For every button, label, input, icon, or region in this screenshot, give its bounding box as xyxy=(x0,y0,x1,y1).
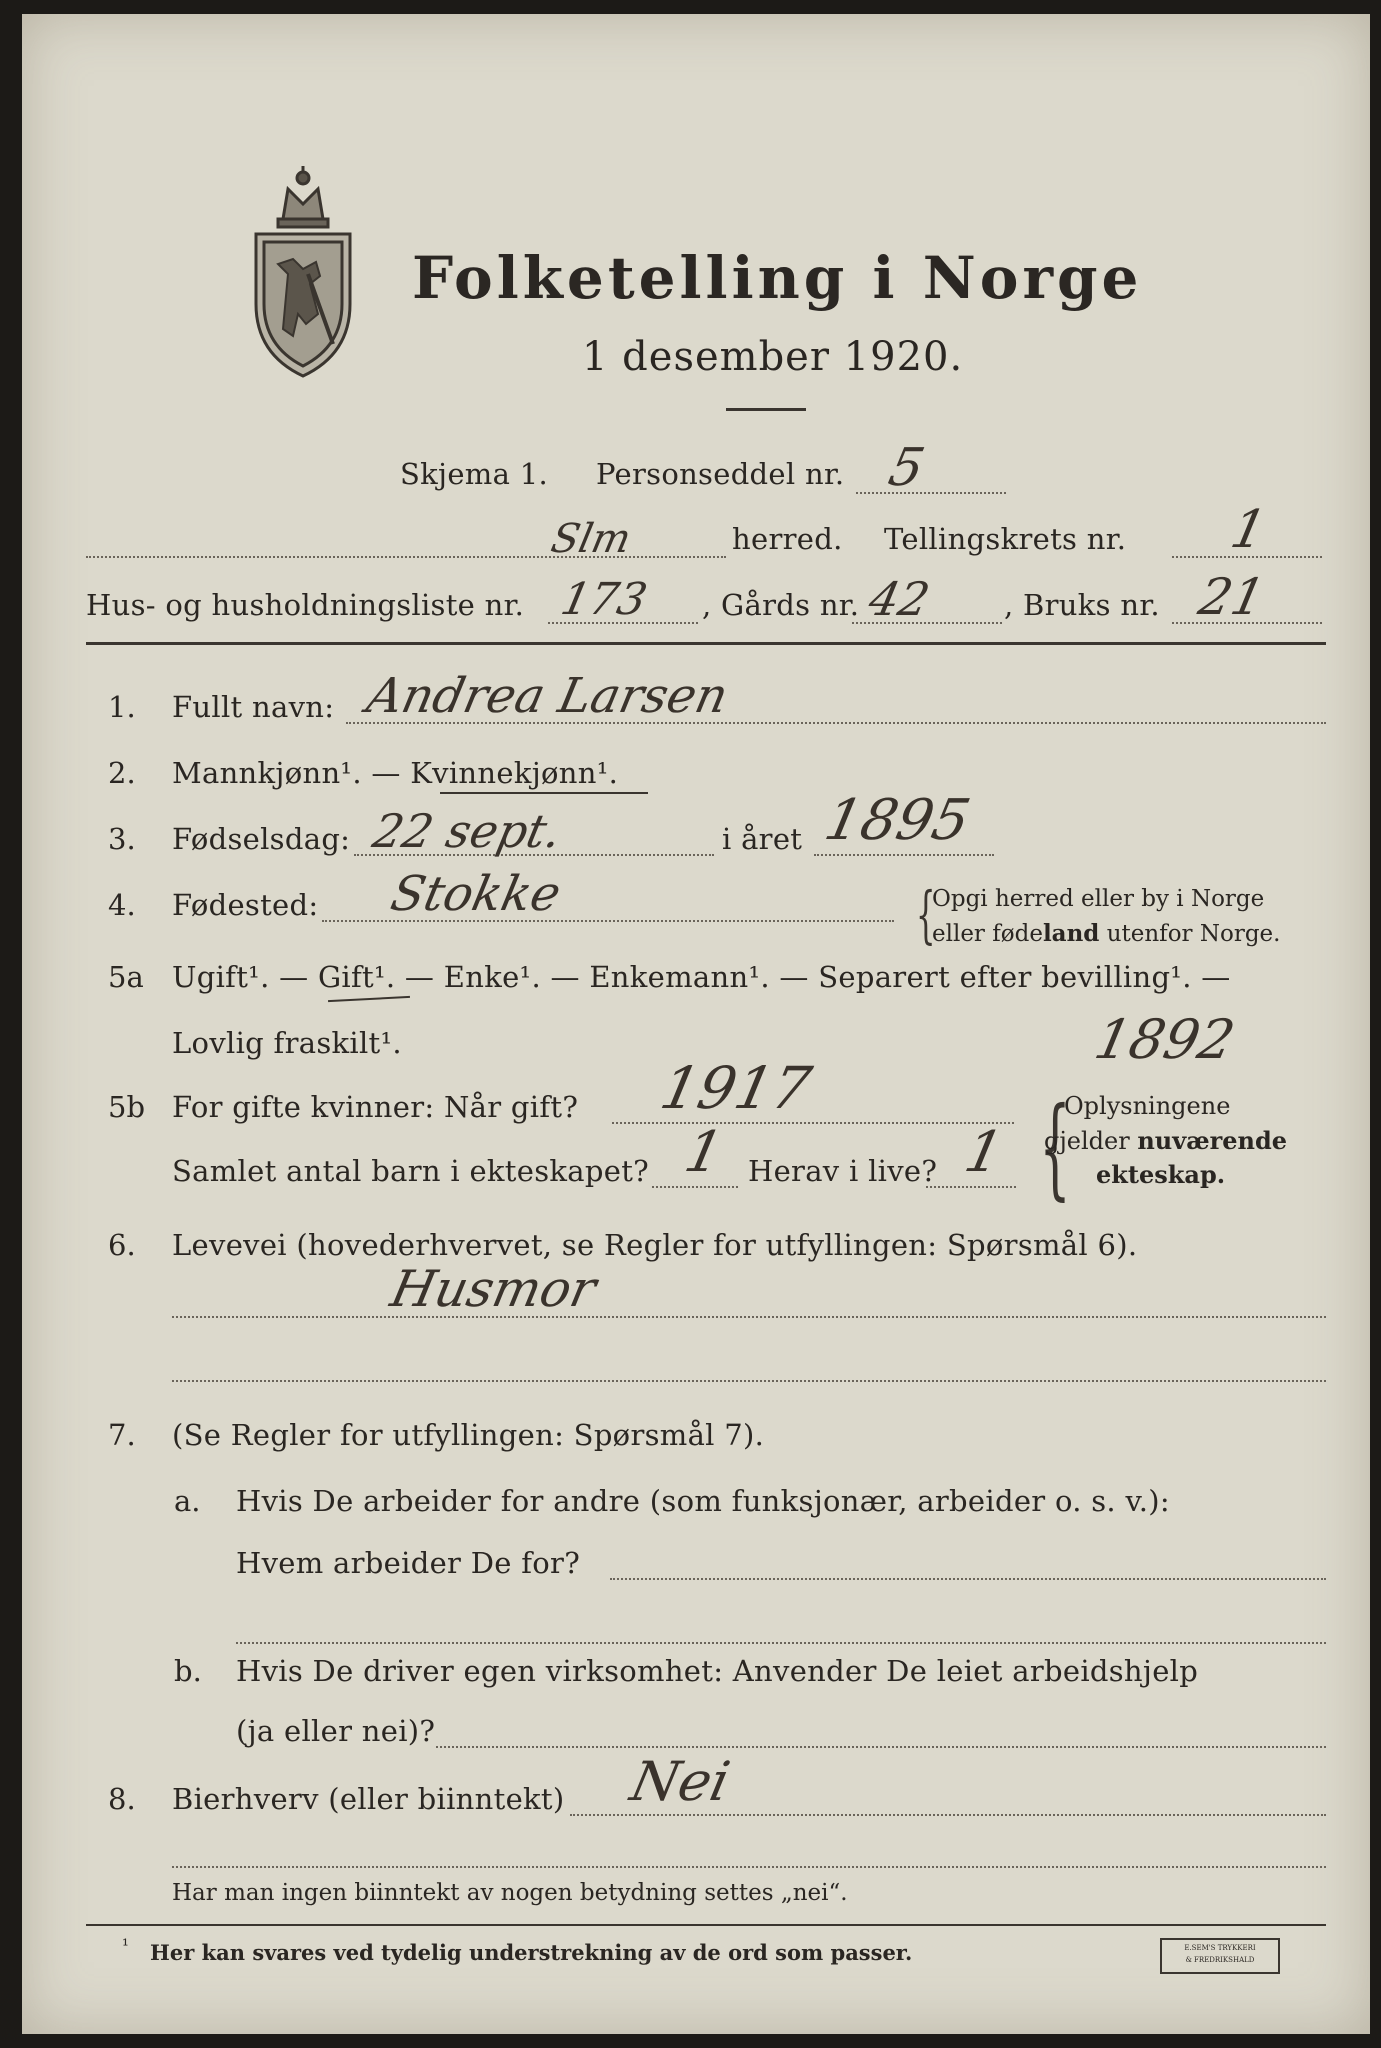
q5b-alive-label: Herav i live? xyxy=(748,1154,938,1188)
q6-number: 6. xyxy=(108,1228,136,1262)
form-date: 1 desember 1920. xyxy=(582,334,964,380)
children-count-value[interactable]: 1 xyxy=(679,1120,729,1185)
gender-underline xyxy=(440,792,648,794)
q3-label: Fødselsdag: xyxy=(172,822,351,856)
q7a-line2: Hvem arbeider De for? xyxy=(236,1546,581,1580)
herred-label: herred. xyxy=(732,522,843,556)
q1-number: 1. xyxy=(108,690,136,724)
gards-number[interactable]: 42 xyxy=(864,572,935,626)
married-year-value[interactable]: 1917 xyxy=(654,1054,817,1122)
q7-number: 7. xyxy=(108,1418,136,1452)
q5a-marital-options: Ugift¹. — Gift¹. — Enke¹. — Enkemann¹. — Separert efter bevilling¹. — xyxy=(172,960,1231,994)
q7-label: (Se Regler for utfyllingen: Spørsmål 7). xyxy=(172,1418,765,1452)
birth-year-value[interactable]: 1895 xyxy=(819,788,976,853)
q7a-line1: Hvis De arbeider for andre (som funksjonær, arbeider o. s. v.): xyxy=(236,1484,1170,1518)
q5b-note-line2: gjelder nuværende xyxy=(1044,1126,1288,1155)
personseddel-number[interactable]: 5 xyxy=(883,438,930,498)
q7b-number: b. xyxy=(174,1654,202,1688)
coat-of-arms-icon xyxy=(248,164,358,384)
q4-note-line1: Opgi herred eller by i Norge xyxy=(932,886,1265,912)
census-form: Folketelling i Norge 1 desember 1920. Skjema 1. Personseddel nr. 5 Slm herred. Tellingskrets nr. 1 Hus- og husholdningsliste nr. 173 , Gårds nr. 42 , Bruks nr. 21 1. Fullt navn: Andrea Larsen 2. Mannkjønn¹. — Kvinnekjønn¹. 3. Fødselsdag: 22 sept. i året 1895 4. Fødested: Stokke { Opgi herred eller by i Norge eller fødeland utenfor Norge. 5a Ugift¹. — Gift¹. — Enke¹. — Enkemann¹. — Separert efter bevilling¹. — Lovlig fraskilt¹. 1892 5b For gifte kvinner: Når gift? 1917 Samlet antal barn i ekteskapet? 1 Herav i live? 1 { Oplysningene gjelder nuværende ekteskap. 6. Levevei (hovederhvervet, se Regler for utfyllingen: Spørsmål 6). Husmor 7. (Se Regler for utfyllingen: Spørsmål 7). a. Hvis De arbeider for andre (som funksjonær, arbeider o. s. v.): Hvem arbeider De for? b. Hvis De driver egen virksomhet: Anvender De leiet arbeidshjelp (ja eller nei)? 8. Bierhverv (eller biinntekt) Nei Har man ingen biinntekt av nogen betydning settes „nei“. ¹ Her kan svares ved tydelig understrekning av de ord som passer. E.SEM'S TRYKKERI & FREDRIKSHALD xyxy=(22,14,1370,2034)
herred-value[interactable]: Slm xyxy=(547,516,636,562)
header-rule xyxy=(86,642,1326,645)
household-list-label: Hus- og husholdningsliste nr. xyxy=(86,588,525,622)
footnote-text: Her kan svares ved tydelig understrekning av de ord som passer. xyxy=(150,1940,913,1965)
gards-label: , Gårds nr. xyxy=(702,588,860,622)
title-divider xyxy=(726,408,806,411)
bruks-label: , Bruks nr. xyxy=(1004,588,1160,622)
q5a-extra-year[interactable]: 1892 xyxy=(1089,1008,1241,1071)
q6-label: Levevei (hovederhvervet, se Regler for utfyllingen: Spørsmål 6). xyxy=(172,1228,1138,1262)
q7b-line1: Hvis De driver egen virksomhet: Anvender De leiet arbeidshjelp xyxy=(236,1654,1199,1688)
q5b-children-label: Samlet antal barn i ekteskapet? xyxy=(172,1154,649,1188)
full-name-value[interactable]: Andrea Larsen xyxy=(362,668,733,724)
bruks-number[interactable]: 21 xyxy=(1193,568,1270,626)
children-alive-value[interactable]: 1 xyxy=(959,1120,1009,1185)
q2-number: 2. xyxy=(108,756,136,790)
q8-number: 8. xyxy=(108,1782,136,1816)
q5b-number: 5b xyxy=(108,1090,146,1124)
q7a-answer-line[interactable] xyxy=(610,1578,1326,1580)
tellingskrets-number[interactable]: 1 xyxy=(1225,500,1272,560)
birthplace-value[interactable]: Stokke xyxy=(386,866,566,922)
q3-number: 3. xyxy=(108,822,136,856)
q5b-note-line3: ekteskap. xyxy=(1096,1160,1226,1189)
footer-rule xyxy=(86,1924,1326,1926)
footer-note: Har man ingen biinntekt av nogen betydning settes „nei“. xyxy=(172,1880,848,1906)
printer-stamp: E.SEM'S TRYKKERI & FREDRIKSHALD xyxy=(1160,1938,1280,1974)
tellingskrets-label: Tellingskrets nr. xyxy=(884,522,1127,556)
q4-label: Fødested: xyxy=(172,888,319,922)
q5b-married-label: For gifte kvinner: Når gift? xyxy=(172,1090,579,1124)
q5a-number: 5a xyxy=(108,960,144,994)
q7b-line2: (ja eller nei)? xyxy=(236,1714,436,1748)
q7b-answer-line[interactable] xyxy=(436,1746,1326,1748)
schema-label: Skjema 1. xyxy=(400,457,548,491)
marital-underline xyxy=(328,996,410,1002)
form-title: Folketelling i Norge xyxy=(412,244,1143,312)
birth-date-value[interactable]: 22 sept. xyxy=(368,804,567,858)
q4-note-line2: eller fødeland utenfor Norge. xyxy=(932,920,1281,947)
personseddel-label: Personseddel nr. xyxy=(596,457,845,491)
q5a-line2: Lovlig fraskilt¹. xyxy=(172,1026,402,1060)
q2-gender-options: Mannkjønn¹. — Kvinnekjønn¹. xyxy=(172,756,619,790)
q8-label: Bierhverv (eller biinntekt) xyxy=(172,1782,565,1816)
q1-label: Fullt navn: xyxy=(172,690,335,724)
q7a-number: a. xyxy=(174,1484,201,1518)
occupation-value[interactable]: Husmor xyxy=(385,1260,602,1318)
household-list-number[interactable]: 173 xyxy=(556,574,652,625)
secondary-income-value[interactable]: Nei xyxy=(625,1750,736,1813)
footnote-marker: ¹ xyxy=(122,1936,129,1956)
q5b-note-line1: Oplysningene xyxy=(1064,1092,1231,1120)
q4-number: 4. xyxy=(108,888,136,922)
q3-year-label: i året xyxy=(722,822,803,856)
